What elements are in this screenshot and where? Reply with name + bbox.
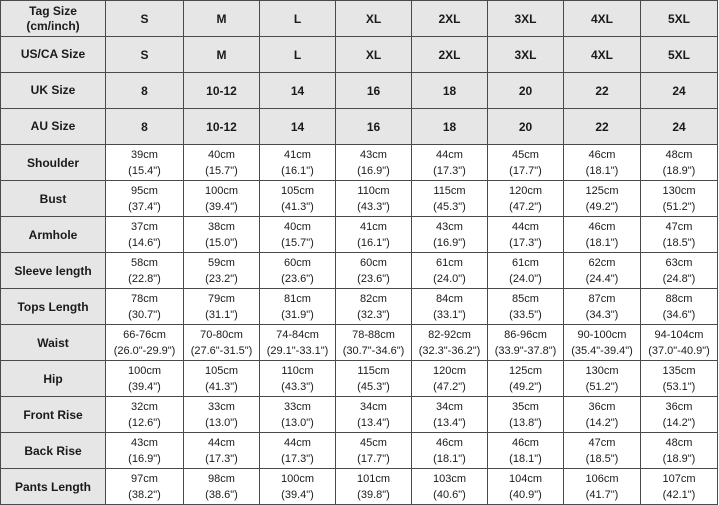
size-value-cell: 16 <box>336 73 412 109</box>
measurement-cm: 41cm <box>284 148 311 161</box>
measurement-cm: 86-96cm <box>504 328 547 341</box>
measurement-cell <box>564 325 641 361</box>
measurement-cm: 130cm <box>662 184 696 197</box>
measurement-cell <box>184 145 260 181</box>
measurement-inch: (22.8") <box>128 272 161 285</box>
measurement-cm: 44cm <box>436 148 463 161</box>
measurement-cell <box>488 361 564 397</box>
measurement-cm: 40cm <box>284 220 311 233</box>
measurement-cell <box>336 397 412 433</box>
measurement-cell <box>488 433 564 469</box>
measurement-inch: (33.9"-37.8") <box>494 344 557 357</box>
measurement-inch: (31.9") <box>281 308 314 321</box>
measurement-inch: (33.1") <box>433 308 466 321</box>
measurement-inch: (17.7") <box>357 452 390 465</box>
measurement-row <box>1 217 718 253</box>
measurement-label: Back Rise <box>1 433 106 469</box>
measurement-cell <box>488 253 564 289</box>
measurement-cm: 48cm <box>665 148 693 161</box>
measurement-cell <box>488 217 564 253</box>
size-value-cell: L <box>260 1 336 37</box>
measurement-cell <box>564 181 641 217</box>
measurement-cm: 98cm <box>208 472 235 485</box>
measurement-cell <box>641 433 718 469</box>
size-value-cell: 22 <box>564 73 641 109</box>
measurement-cm: 58cm <box>131 256 158 269</box>
measurement-row <box>1 397 718 433</box>
measurement-cell <box>106 253 184 289</box>
size-value-cell: 18 <box>412 73 488 109</box>
measurement-cell <box>106 397 184 433</box>
measurement-inch: (37.4") <box>128 200 161 213</box>
measurement-cell <box>260 433 336 469</box>
size-chart-body <box>1 1 718 505</box>
size-value-cell: 2XL <box>412 37 488 73</box>
measurement-cm: 88cm <box>665 292 693 305</box>
measurement-cell <box>641 253 718 289</box>
measurement-inch: (31.1") <box>205 308 238 321</box>
measurement-cell <box>184 433 260 469</box>
measurement-inch: (32.3"-36.2") <box>418 344 481 357</box>
size-value-cell: 5XL <box>641 37 718 73</box>
measurement-inch: (39.4") <box>205 200 238 213</box>
measurement-cell <box>106 181 184 217</box>
measurement-row <box>1 325 718 361</box>
measurement-cell <box>106 361 184 397</box>
row-label <box>1 73 106 109</box>
measurement-cm: 107cm <box>662 472 696 485</box>
measurement-cm: 63cm <box>665 256 693 269</box>
measurement-cm: 84cm <box>436 292 463 305</box>
measurement-label: Pants Length <box>1 469 106 505</box>
measurement-cm: 104cm <box>508 472 543 485</box>
measurement-cm: 85cm <box>512 292 539 305</box>
measurement-label: Hip <box>1 361 106 397</box>
measurement-inch: (13.4") <box>357 416 390 429</box>
measurement-cell <box>336 253 412 289</box>
size-value-cell: 18 <box>412 109 488 145</box>
measurement-cell <box>260 253 336 289</box>
measurement-cm: 46cm <box>512 436 539 449</box>
measurement-cell <box>184 253 260 289</box>
size-value-cell: 22 <box>564 109 641 145</box>
measurement-inch: (38.2") <box>128 488 161 501</box>
measurement-cm: 43cm <box>131 436 158 449</box>
measurement-cell <box>336 217 412 253</box>
measurement-inch: (16.9") <box>128 452 161 465</box>
measurement-inch: (41.7") <box>585 488 619 501</box>
measurement-cm: 45cm <box>512 148 539 161</box>
measurement-cm: 38cm <box>208 220 235 233</box>
measurement-inch: (34.6") <box>662 308 696 321</box>
measurement-row <box>1 289 718 325</box>
measurement-cm: 82cm <box>360 292 387 305</box>
measurement-cm: 46cm <box>436 436 463 449</box>
size-value-cell: 16 <box>336 109 412 145</box>
measurement-cell <box>412 289 488 325</box>
measurement-inch: (18.1") <box>585 164 619 177</box>
size-conversion-row <box>1 1 718 37</box>
measurement-cm: 70-80cm <box>200 328 243 341</box>
row-label-text: (cm/inch) <box>26 18 80 33</box>
row-label-text: AU Size <box>30 119 76 133</box>
measurement-cm: 37cm <box>131 220 158 233</box>
measurement-inch: (13.8") <box>509 416 542 429</box>
measurement-cell <box>488 325 564 361</box>
measurement-inch: (39.4") <box>128 380 161 393</box>
measurement-cell <box>641 181 718 217</box>
measurement-inch: (51.2") <box>585 380 619 393</box>
measurement-cm: 61cm <box>512 256 539 269</box>
size-value-cell: 3XL <box>488 37 564 73</box>
measurement-inch: (30.7"-34.6") <box>342 344 405 357</box>
measurement-cell <box>106 325 184 361</box>
measurement-cm: 90-100cm <box>577 328 627 341</box>
measurement-inch: (16.1") <box>357 236 390 249</box>
measurement-cm: 95cm <box>131 184 158 197</box>
size-conversion-row <box>1 109 718 145</box>
measurement-inch: (15.4") <box>128 164 161 177</box>
measurement-inch: (24.8") <box>662 272 696 285</box>
size-value-cell: 5XL <box>641 1 718 37</box>
measurement-inch: (23.6") <box>357 272 390 285</box>
measurement-cm: 46cm <box>588 148 616 161</box>
measurement-cell <box>106 145 184 181</box>
measurement-inch: (40.9") <box>509 488 542 501</box>
measurement-cell <box>641 145 718 181</box>
measurement-inch: (34.3") <box>585 308 619 321</box>
measurement-row <box>1 433 718 469</box>
measurement-cm: 105cm <box>280 184 315 197</box>
measurement-inch: (33.5") <box>509 308 542 321</box>
measurement-inch: (32.3") <box>357 308 390 321</box>
measurement-inch: (45.3") <box>433 200 466 213</box>
measurement-cell <box>488 181 564 217</box>
measurement-cm: 59cm <box>208 256 235 269</box>
size-value-cell: M <box>184 1 260 37</box>
size-value-cell: XL <box>336 1 412 37</box>
measurement-cm: 115cm <box>433 184 466 197</box>
measurement-cell <box>564 217 641 253</box>
measurement-inch: (16.1") <box>281 164 314 177</box>
measurement-cell <box>260 325 336 361</box>
measurement-cm: 130cm <box>585 364 619 377</box>
size-value-cell: 10-12 <box>184 73 260 109</box>
measurement-inch: (45.3") <box>357 380 390 393</box>
measurement-cm: 125cm <box>508 364 543 377</box>
measurement-cm: 44cm <box>512 220 539 233</box>
measurement-cm: 60cm <box>284 256 311 269</box>
measurement-cell <box>412 397 488 433</box>
size-value-cell: S <box>106 1 184 37</box>
size-value-cell: 14 <box>260 73 336 109</box>
measurement-cell <box>641 325 718 361</box>
measurement-cell <box>336 145 412 181</box>
measurement-cm: 66-76cm <box>123 328 166 341</box>
measurement-cm: 105cm <box>204 364 239 377</box>
measurement-inch: (15.7") <box>205 164 238 177</box>
size-value-cell: L <box>260 37 336 73</box>
measurement-inch: (51.2") <box>662 200 696 213</box>
measurement-label: Shoulder <box>1 145 106 181</box>
measurement-cm: 100cm <box>127 364 162 377</box>
measurement-inch: (17.3") <box>205 452 238 465</box>
size-value-cell: 8 <box>106 109 184 145</box>
measurement-inch: (13.0") <box>205 416 238 429</box>
measurement-inch: (14.2") <box>662 416 696 429</box>
measurement-inch: (24.0") <box>433 272 466 285</box>
measurement-cm: 40cm <box>208 148 235 161</box>
measurement-cell <box>488 289 564 325</box>
measurement-cell <box>184 325 260 361</box>
measurement-cell <box>488 397 564 433</box>
measurement-cm: 78cm <box>131 292 158 305</box>
measurement-cm: 87cm <box>588 292 616 305</box>
measurement-inch: (17.3") <box>281 452 314 465</box>
measurement-cell <box>564 397 641 433</box>
measurement-label: Bust <box>1 181 106 217</box>
measurement-inch: (18.5") <box>662 236 696 249</box>
measurement-inch: (26.0"-29.9") <box>113 344 176 357</box>
row-label-text: Tag Size <box>29 3 77 18</box>
measurement-cell <box>106 433 184 469</box>
measurement-label: Front Rise <box>1 397 106 433</box>
measurement-inch: (18.1") <box>585 236 619 249</box>
measurement-cm: 101cm <box>356 472 391 485</box>
measurement-cell <box>412 361 488 397</box>
measurement-cm: 47cm <box>665 220 693 233</box>
measurement-cell <box>184 397 260 433</box>
measurement-cm: 33cm <box>284 400 311 413</box>
measurement-inch: (40.6") <box>433 488 466 501</box>
measurement-cm: 47cm <box>588 436 616 449</box>
measurement-cm: 35cm <box>512 400 539 413</box>
measurement-cm: 60cm <box>360 256 387 269</box>
measurement-inch: (53.1") <box>662 380 696 393</box>
size-value-cell: 24 <box>641 109 718 145</box>
size-value-cell: 14 <box>260 109 336 145</box>
measurement-cell <box>184 181 260 217</box>
measurement-cell <box>336 325 412 361</box>
measurement-cm: 34cm <box>360 400 387 413</box>
measurement-inch: (13.4") <box>433 416 466 429</box>
measurement-inch: (24.4") <box>585 272 619 285</box>
measurement-inch: (47.2") <box>509 200 542 213</box>
measurement-cell <box>260 181 336 217</box>
size-value-cell: 10-12 <box>184 109 260 145</box>
measurement-inch: (18.1") <box>433 452 466 465</box>
measurement-inch: (14.2") <box>585 416 619 429</box>
measurement-inch: (24.0") <box>509 272 542 285</box>
measurement-cell <box>412 217 488 253</box>
measurement-cell <box>336 181 412 217</box>
measurement-cm: 103cm <box>432 472 467 485</box>
measurement-cell <box>260 361 336 397</box>
measurement-cell <box>106 217 184 253</box>
measurement-cm: 45cm <box>360 436 387 449</box>
measurement-inch: (15.0") <box>205 236 238 249</box>
size-value-cell: 4XL <box>564 1 641 37</box>
measurement-inch: (29.1"-33.1") <box>266 344 329 357</box>
measurement-row <box>1 361 718 397</box>
measurement-cm: 106cm <box>585 472 619 485</box>
measurement-cell <box>564 433 641 469</box>
measurement-cm: 44cm <box>284 436 311 449</box>
measurement-inch: (42.1") <box>662 488 696 501</box>
measurement-label: Sleeve length <box>1 253 106 289</box>
measurement-inch: (17.3") <box>433 164 466 177</box>
row-label <box>1 109 106 145</box>
size-value-cell: 3XL <box>488 1 564 37</box>
measurement-cell <box>106 289 184 325</box>
measurement-cm: 36cm <box>665 400 693 413</box>
measurement-cm: 46cm <box>588 220 616 233</box>
measurement-inch: (17.3") <box>509 236 542 249</box>
measurement-cm: 125cm <box>585 184 619 197</box>
size-value-cell: 8 <box>106 73 184 109</box>
measurement-inch: (49.2") <box>509 380 542 393</box>
measurement-inch: (47.2") <box>433 380 466 393</box>
measurement-inch: (49.2") <box>585 200 619 213</box>
measurement-inch: (12.6") <box>128 416 161 429</box>
size-value-cell: 20 <box>488 109 564 145</box>
measurement-cell <box>641 397 718 433</box>
measurement-cm: 100cm <box>280 472 315 485</box>
size-value-cell: 24 <box>641 73 718 109</box>
measurement-inch: (16.9") <box>357 164 390 177</box>
row-label-text: US/CA Size <box>20 47 86 61</box>
measurement-cm: 79cm <box>208 292 235 305</box>
measurement-cell <box>412 325 488 361</box>
measurement-cm: 135cm <box>662 364 696 377</box>
measurement-cm: 61cm <box>436 256 463 269</box>
measurement-cm: 97cm <box>131 472 158 485</box>
measurement-cm: 44cm <box>208 436 235 449</box>
measurement-cell <box>564 361 641 397</box>
measurement-inch: (35.4"-39.4") <box>571 344 633 357</box>
measurement-inch: (13.0") <box>281 416 314 429</box>
row-label-text: UK Size <box>30 83 76 97</box>
size-value-cell: 2XL <box>412 1 488 37</box>
measurement-row <box>1 145 718 181</box>
measurement-cm: 120cm <box>432 364 467 377</box>
measurement-cm: 43cm <box>436 220 463 233</box>
measurement-cell <box>184 361 260 397</box>
size-value-cell: S <box>106 37 184 73</box>
size-value-cell: XL <box>336 37 412 73</box>
measurement-cell <box>184 289 260 325</box>
measurement-cm: 39cm <box>131 148 158 161</box>
measurement-inch: (39.8") <box>357 488 390 501</box>
measurement-cell <box>488 145 564 181</box>
measurement-inch: (16.9") <box>433 236 466 249</box>
measurement-cm: 43cm <box>360 148 387 161</box>
measurement-inch: (39.4") <box>281 488 314 501</box>
measurement-inch: (15.7") <box>281 236 314 249</box>
measurement-label: Armhole <box>1 217 106 253</box>
measurement-inch: (23.2") <box>205 272 238 285</box>
measurement-cell <box>412 433 488 469</box>
measurement-cell <box>641 289 718 325</box>
measurement-cell <box>260 289 336 325</box>
measurement-cm: 100cm <box>204 184 239 197</box>
measurement-inch: (27.6"-31.5") <box>190 344 253 357</box>
measurement-inch: (43.3") <box>281 380 314 393</box>
measurement-cell <box>412 145 488 181</box>
measurement-cell <box>336 361 412 397</box>
measurement-inch: (14.6") <box>128 236 161 249</box>
measurement-cm: 62cm <box>588 256 616 269</box>
measurement-inch: (41.3") <box>281 200 314 213</box>
measurement-row <box>1 253 718 289</box>
measurement-inch: (38.6") <box>205 488 238 501</box>
measurement-cm: 33cm <box>208 400 235 413</box>
row-label <box>1 37 106 73</box>
measurement-inch: (18.9") <box>662 452 696 465</box>
measurement-cell <box>564 289 641 325</box>
measurement-cm: 74-84cm <box>276 328 319 341</box>
size-value-cell: M <box>184 37 260 73</box>
measurement-cell <box>564 253 641 289</box>
measurement-inch: (18.9") <box>662 164 696 177</box>
measurement-cm: 34cm <box>436 400 463 413</box>
measurement-row <box>1 181 718 217</box>
measurement-cm: 41cm <box>360 220 387 233</box>
size-conversion-row <box>1 73 718 109</box>
measurement-cell <box>336 289 412 325</box>
measurement-cm: 94-104cm <box>654 328 704 341</box>
measurement-cell <box>641 361 718 397</box>
measurement-inch: (30.7") <box>128 308 161 321</box>
measurement-cm: 120cm <box>508 184 543 197</box>
measurement-cell <box>336 433 412 469</box>
measurement-cell <box>412 253 488 289</box>
measurement-inch: (17.7") <box>509 164 542 177</box>
measurement-cell <box>260 217 336 253</box>
measurement-cm: 115cm <box>357 364 390 377</box>
measurement-cm: 36cm <box>588 400 616 413</box>
measurement-cm: 110cm <box>357 184 390 197</box>
size-value-cell: 20 <box>488 73 564 109</box>
measurement-inch: (37.0"-40.9") <box>648 344 710 357</box>
size-value-cell: 4XL <box>564 37 641 73</box>
measurement-cm: 78-88cm <box>352 328 395 341</box>
measurement-cm: 110cm <box>281 364 314 377</box>
measurement-cell <box>564 145 641 181</box>
measurement-label: Waist <box>1 325 106 361</box>
measurement-cm: 81cm <box>284 292 311 305</box>
row-label <box>1 1 106 37</box>
measurement-inch: (18.1") <box>509 452 542 465</box>
measurement-cell <box>412 181 488 217</box>
measurement-cell <box>641 217 718 253</box>
measurement-cm: 82-92cm <box>428 328 471 341</box>
size-conversion-row <box>1 37 718 73</box>
measurement-label: Tops Length <box>1 289 106 325</box>
measurement-inch: (23.6") <box>281 272 314 285</box>
measurement-cell <box>184 217 260 253</box>
measurement-cell <box>260 145 336 181</box>
measurement-cm: 32cm <box>131 400 158 413</box>
measurement-cell <box>260 397 336 433</box>
measurement-cm: 48cm <box>665 436 693 449</box>
measurement-inch: (18.5") <box>585 452 619 465</box>
measurement-inch: (43.3") <box>357 200 390 213</box>
measurement-inch: (41.3") <box>205 380 238 393</box>
